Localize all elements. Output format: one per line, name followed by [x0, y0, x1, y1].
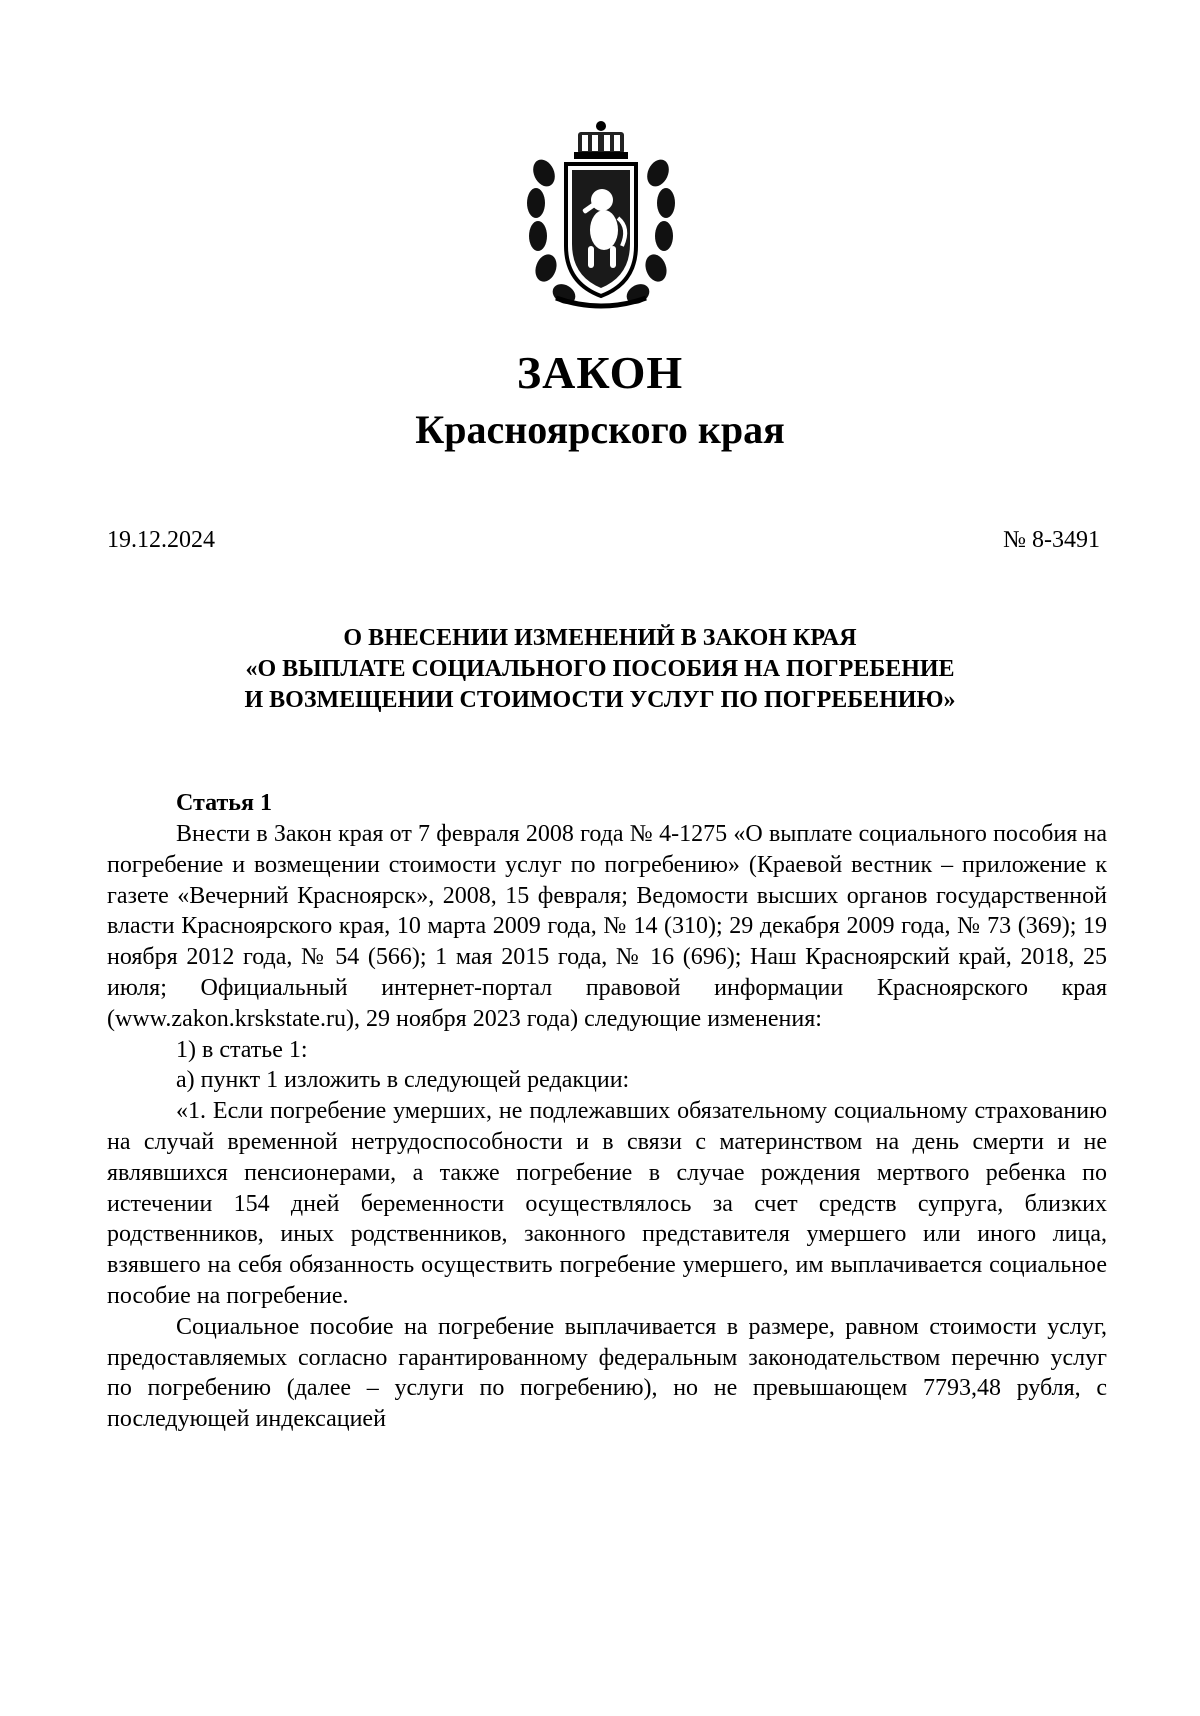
article-body — [107, 819, 1107, 1435]
coat-of-arms-emblem — [526, 118, 676, 310]
document-region-title: Красноярского края — [415, 407, 785, 452]
subject-line-3: И ВОЗМЕЩЕНИИ СТОИМОСТИ УСЛУГ ПО ПОГРЕБЕНИЮ» — [244, 687, 956, 713]
list-item-1: 1) в статье 1: — [176, 1036, 308, 1063]
subject-line-1: О ВНЕСЕНИИ ИЗМЕНЕНИЙ В ЗАКОН КРАЯ — [343, 625, 857, 651]
subject-line-2: «О ВЫПЛАТЕ СОЦИАЛЬНОГО ПОСОБИЯ НА ПОГРЕБЕНИЕ — [245, 656, 955, 682]
document-date: 19.12.2024 — [107, 527, 215, 553]
list-item-1a: а) пункт 1 изложить в следующей редакции: — [176, 1067, 630, 1094]
document-number: № 8-3491 — [1003, 527, 1100, 553]
article-heading: Статья 1 — [176, 790, 272, 816]
crown-icon — [574, 121, 628, 159]
document-subject — [0, 623, 1200, 716]
document-type-title: ЗАКОН — [516, 347, 684, 398]
quoted-paragraph-2: Социальное пособие на погребение выплачивается в размере, равном стоимости услуг, предоставляемых согласно гарантированному федеральным законодательством перечню услуг по погребению (далее – услуги по погребению), но не превышающем 7793,48 рубля, с последующей индексацией — [107, 1313, 1107, 1433]
quoted-paragraph-1: «1. Если погребение умерших, не подлежавших обязательному социальному страхованию на случай временной нетрудоспособности и в связи с материнством на день смерти и не являвшихся пенсионерами, а также погребение в случае рождения мертвого ребенка по истечении 154 дней беременности осуществлялось за счет средств супруга, близких родственников, иных родственников, законного представителя умершего или иного лица, взявшего на себя обязанность осуществить погребение умершего, им выплачивается социальное пособие на погребение. — [107, 1098, 1107, 1309]
article-intro-paragraph: Внести в Закон края от 7 февраля 2008 года № 4-1275 «О выплате социального пособия на погребение и возмещении стоимости услуг по погребению» (Краевой вестник – приложение к газете «Вечерний Красноярск», 2008, 15 февраля; Ведомости высших органов государственной власти Красноярского края, 10 марта 2009 года, № 14 (310); 29 декабря 2009 года, № 73 (369); 19 ноября 2012 года, № 54 (566); 1 мая 2015 года, № 16 (696); Наш Красноярский край, 2018, 25 июля; Официальный интернет-портал правовой информации Красноярского края (www.zakon.krskstate.ru), 29 ноября 2023 года) следующие изменения: — [107, 821, 1107, 1032]
